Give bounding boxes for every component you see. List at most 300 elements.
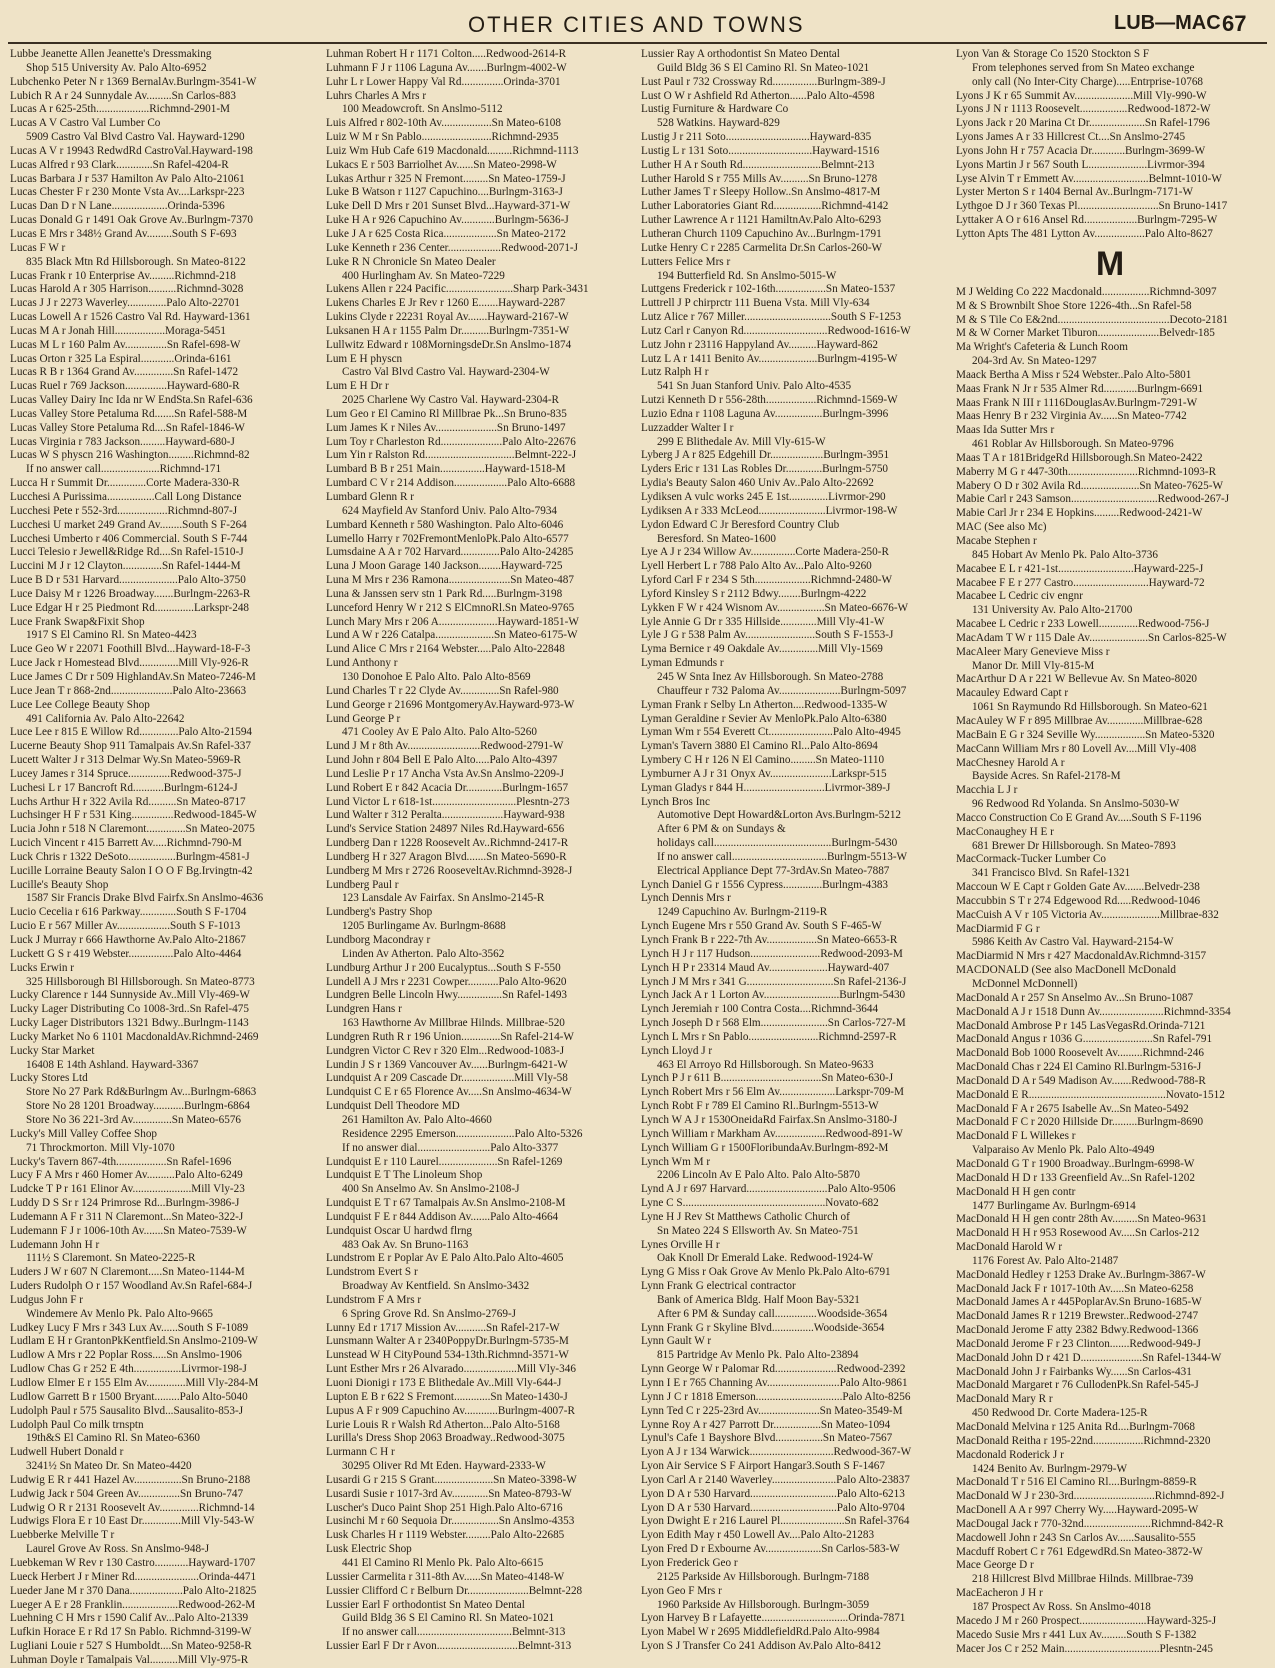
- listing-line: Ludemann A F r 311 N Claremont...Sn Mateo-322-J: [10, 1210, 244, 1223]
- listing-line: 341 Francisco Blvd. Sn Rafel-1321: [972, 867, 1131, 880]
- listing-line: Luna M Mrs r 236 Ramona......................Sn Mateo-487: [326, 574, 574, 587]
- listing-line: 96 Redwood Rd Yolanda. Sn Anslmo-5030-W: [972, 798, 1180, 811]
- listing-line: Ludemann John H r: [10, 1238, 100, 1251]
- listing-line: 1917 S El Camino Rl. Sn Mateo-4423: [26, 629, 197, 642]
- listing-line: Lunny Ed r 1717 Mission Av...........Sn Rafel-217-W: [326, 1321, 560, 1334]
- listing-line: Luna J Moon Garage 140 Jackson........Hayward-725: [326, 560, 563, 573]
- listing-line: M & W Corner Market Tiburon......................Belvedr-185: [956, 327, 1215, 340]
- listing-line: Lyon Air Service S F Airport Hangar3.South S F-1467: [641, 1460, 885, 1473]
- listing-line: Lynch Daniel G r 1556 Cypress..............Burlngm-4383: [641, 878, 889, 891]
- listing-line: Lyse Alvin T r Emmett Av...........................Belmnt-1010-W: [956, 172, 1222, 185]
- listing-line: Lusk Charles H r 1119 Webster.........Palo Alto-22685: [326, 1529, 565, 1542]
- listing-line: Lund Walter r 312 Peralta......................Hayward-938: [326, 809, 565, 822]
- listing-line: Lyell Herbert L r 788 Palo Alto Av...Palo Alto-9260: [641, 560, 872, 573]
- listing-line: Macabee F E r 277 Castro...........................Hayward-72: [956, 576, 1205, 589]
- listing-line: Maas Ida Sutter Mrs r: [956, 424, 1055, 437]
- listing-line: MacDiarmid F G r: [956, 922, 1040, 935]
- listing-line: Macauley Edward Capt r: [956, 687, 1069, 700]
- listing-line: Lynch L Mrs r Sn Pablo.........................Richmnd-2597-R: [641, 1030, 897, 1043]
- listing-line: Lucas Ruel r 769 Jackson...............Hayward-680-R: [10, 380, 240, 393]
- listing-line: Lussier Earl F Dr r Avon.............................Belmnt-313: [326, 1640, 572, 1653]
- page-title: OTHER CITIES AND TOWNS: [468, 12, 805, 37]
- listing-line: Luchsinger H F r 531 King...............Redwood-1845-W: [10, 809, 257, 822]
- listing-line: Lundquist E r 110 Laurel.....................Sn Rafel-1269: [326, 1155, 563, 1168]
- listing-line: Valparaiso Av Menlo Pk. Palo Alto-4949: [972, 1144, 1155, 1157]
- listing-line: Lumbard B B r 251 Main................Hayward-1518-M: [326, 463, 566, 476]
- listing-line: Luce Lee College Beauty Shop: [10, 698, 150, 711]
- listing-line: Lunsmann Walter A r 2340PoppyDr.Burlngm-5735-M: [326, 1335, 569, 1348]
- listing-line: Lyons Martin J r 567 South L.....................Livrmor-394: [956, 158, 1205, 171]
- listing-line: 681 Brewer Dr Hillsborough. Sn Mateo-7893: [972, 839, 1176, 852]
- listing-line: MacDonald Melvina r 125 Anita Rd....Burlngm-7068: [956, 1421, 1195, 1433]
- listing-line: Lucich Vincent r 415 Barrett Av.....Richmnd-790-M: [10, 837, 242, 850]
- listing-line: Lutke Henry C r 2285 Carmelita Dr.Sn Carlos-260-W: [641, 241, 883, 254]
- listing-line: MacDonald F A r 2675 Isabelle Av...Sn Mateo-5492: [956, 1102, 1189, 1115]
- listing-line: After 6 PM & on Sundays &: [657, 823, 786, 836]
- listing-line: 123 Lansdale Av Fairfax. Sn Anslmo-2145-R: [342, 892, 545, 905]
- listing-line: Lucas J J r 2273 Waverley..............Palo Alto-22701: [10, 297, 240, 310]
- listing-line: Sn Mateo 224 S Ellsworth Av. Sn Mateo-751: [657, 1224, 859, 1237]
- listing-line: Luhmann F J r 1106 Laguna Av.......Burlngm-4002-W: [326, 61, 567, 74]
- listing-line: Luther H A r South Rd............................Belmnt-213: [641, 158, 875, 171]
- listing-line: Lucas A V Castro Val Lumber Co: [10, 117, 161, 130]
- listing-line: Ludwell Hubert Donald r: [10, 1446, 124, 1459]
- listing-line: Lutheran Church 1109 Capuchino Av...Burlngm-1791: [641, 227, 882, 240]
- listing-line: Lucey James r 314 Spruce...............Redwood-375-J: [10, 767, 242, 780]
- listing-line: Lynne Roy A r 427 Parrott Dr.................Sn Mateo-1094: [641, 1418, 891, 1431]
- listing-line: Lyle Annie G Dr r 335 Hillside.............Mill Vly-41-W: [641, 615, 885, 628]
- listing-line: Lucas Valley Dairy Inc Ida nr W EndSta.Sn Rafel-636: [10, 394, 253, 407]
- listing-line: Guild Bldg 36 S El Camino Rl. Sn Mateo-1021: [342, 1612, 555, 1625]
- listing-line: Lussier Clifford C r Belburn Dr......................Belmnt-228: [326, 1584, 583, 1597]
- column-2: [326, 48, 634, 1653]
- listing-line: 1477 Burlingame Av. Burlngm-6914: [972, 1199, 1136, 1212]
- listing-line: Mabie Carl r 243 Samson...............................Redwood-267-J: [956, 493, 1230, 506]
- listing-line: Lundstrom Evert S r: [326, 1266, 418, 1279]
- listing-line: Luke J A r 625 Costa Rica...................Sn Mateo-2172: [326, 227, 566, 240]
- listing-line: Lyon D A r 530 Harvard...............................Palo Alto-6213: [641, 1487, 905, 1500]
- listing-line: Lucas A V r 19943 RedwdRd CastroVal.Hayward-198: [10, 144, 253, 157]
- listing-line: Luoni Dionigi r 173 E Blithedale Av..Mill Vly-644-J: [326, 1377, 562, 1389]
- listing-line: Castro Val Blvd Castro Val. Hayward-2304-W: [342, 366, 550, 379]
- listing-line: MacDonald H H gen contr: [956, 1185, 1076, 1198]
- listing-line: Lynch P J r 611 B....................................Sn Mateo-630-J: [641, 1072, 894, 1085]
- listing-line: Lucky Lager Distributing Co 1008-3rd..Sn Rafel-475: [10, 1003, 249, 1016]
- listing-line: Lykken F W r 424 Wisnom Av.................Sn Mateo-6676-W: [641, 601, 909, 614]
- listing-line: MACDONALD (See also MacDonell McDonald: [956, 964, 1176, 977]
- listing-line: Lufkin Horace E r Rd 17 Sn Pablo. Richmnd-3199-W: [10, 1626, 252, 1639]
- listing-line: Ludcke T P r 161 Elinor Av.....................Mill Vly-23: [10, 1183, 245, 1196]
- listing-line: Lucky Lager Distributors 1321 Bdwy..Burlngm-1143: [10, 1017, 249, 1030]
- listing-line: Lukins Clyde r 22231 Royal Av.......Hayward-2167-W: [326, 311, 569, 324]
- listing-line: Lucia John r 518 N Claremont..............Sn Mateo-2075: [10, 823, 255, 836]
- listing-line: Lyne H J Rev St Matthews Catholic Church of: [641, 1210, 850, 1223]
- listing-line: holidays call..........................................Burlngm-5430: [657, 837, 898, 850]
- listing-line: Lydia's Beauty Salon 460 Univ Av..Palo Alto-22692: [641, 477, 874, 490]
- listing-line: Lund Anthony r: [326, 657, 398, 670]
- listing-line: Lucas F W r: [10, 241, 66, 254]
- listing-line: Lyons Jack r 20 Marina Ct Dr....................Sn Rafel-1796: [956, 117, 1210, 130]
- listing-line: 463 El Arroyo Rd Hillsborough. Sn Mateo-9633: [657, 1058, 874, 1071]
- listing-line: Lydon Edward C Jr Beresford Country Club: [641, 518, 840, 531]
- listing-line: 19th&S El Camino Rl. Sn Mateo-6360: [26, 1432, 201, 1445]
- listing-line: Lynch Dennis Mrs r: [641, 892, 731, 905]
- listing-line: 204-3rd Av. Sn Mateo-1297: [972, 355, 1097, 368]
- listing-line: Lucas A r 625-25th...................Richmnd-2901-M: [10, 103, 231, 116]
- listing-line: 541 Sn Juan Stanford Univ. Palo Alto-4535: [657, 380, 852, 393]
- listing-line: Beresford. Sn Mateo-1600: [657, 532, 776, 545]
- listing-line: Laurel Grove Av Ross. Sn Anslmo-948-J: [26, 1543, 210, 1556]
- listing-line: Bayside Acres. Sn Rafel-2178-M: [972, 770, 1121, 783]
- listing-line: 5909 Castro Val Blvd Castro Val. Hayward-1290: [26, 131, 245, 144]
- listing-line: MacDonald A J r 1518 Dunn Av.......................Richmnd-3354: [956, 1005, 1231, 1018]
- listing-line: Store No 27 Park Rd&Burlngm Av...Burlngm-6863: [26, 1086, 257, 1099]
- listing-line: Maas Henry B r 232 Virginia Av......Sn Mateo-7742: [956, 410, 1187, 423]
- listing-line: Lyon Harvey B r Lafayette...............................Orinda-7871: [641, 1612, 906, 1625]
- listing-line: Ludlow Garrett B r 1500 Bryant.........Palo Alto-5040: [10, 1390, 248, 1403]
- listing-line: Lumello Harry r 702FremontMenloPk.Palo Alto-6577: [326, 532, 569, 545]
- listing-line: MacDonald Bob 1000 Roosevelt Av.........Richmnd-246: [956, 1047, 1204, 1060]
- listing-line: MacDonald Jerome F atty 2382 Bdwy.Redwood-1366: [956, 1324, 1199, 1337]
- listing-line: Ludwig E R r 441 Hazel Av.................Sn Bruno-2188: [10, 1473, 251, 1486]
- listing-line: MacDonell A A r 997 Cherry Wy.....Hayward-2095-W: [956, 1504, 1199, 1517]
- listing-line: M J Welding Co 222 Macdonald.................Richmnd-3097: [956, 285, 1217, 298]
- listing-line: 3241½ Sn Mateo Dr. Sn Mateo-4420: [26, 1460, 192, 1473]
- listing-line: Lunstead W H CityPound 534-13th.Richmnd-3571-W: [326, 1349, 569, 1362]
- listing-line: 400 Hurlingham Av. Sn Mateo-7229: [342, 269, 505, 282]
- listing-line: Lueger A E r 28 Franklin....................Redwood-262-M: [10, 1598, 256, 1611]
- listing-line: Lucas Dan D r N Lane....................Orinda-5396: [10, 200, 225, 213]
- listing-line: Ludlow A Mrs r 22 Poplar Ross.....Sn Anslmo-1906: [10, 1349, 242, 1362]
- listing-line: Lyons J K r 65 Summit Av.....................Mill Vly-990-W: [956, 89, 1207, 102]
- listing-line: Luke H A r 926 Capuchino Av............Burlngm-5636-J: [326, 214, 569, 227]
- listing-line: Luttgens Frederick r 102-16th..................Sn Mateo-1537: [641, 283, 896, 296]
- listing-line: Ludlow Chas G r 252 E 4th.................Livrmor-198-J: [10, 1363, 247, 1376]
- listing-line: Lum James K r Niles Av......................Sn Bruno-1497: [326, 421, 566, 434]
- listing-line: Lustig L r 131 Soto..............................Hayward-1516: [641, 144, 880, 157]
- listing-line: Luders Rudolph O r 157 Woodland Av.Sn Rafel-684-J: [10, 1280, 253, 1293]
- listing-line: Lynch William G r 1500FloribundaAv.Burlngm-892-M: [641, 1141, 889, 1154]
- listing-line: Lusk Electric Shop: [326, 1543, 412, 1556]
- listing-line: Lucille Lorraine Beauty Salon I O O F Bg.Irvingtn-42: [10, 864, 253, 877]
- listing-line: Lyman Edmunds r: [641, 657, 724, 670]
- listing-line: Lynn Ted C r 225-23rd Av......................Sn Mateo-3549-M: [641, 1404, 903, 1417]
- listing-line: Lurie Louis R r Walsh Rd Atherton...Palo Alto-5168: [326, 1418, 560, 1431]
- listing-line: Macer Jos C r 252 Main..................................Plesntn-245: [956, 1642, 1213, 1655]
- listing-line: Lyons John H r 757 Acacia Dr............Burlngm-3699-W: [956, 144, 1206, 157]
- listing-line: Lyon Fred D r Exbourne Av....................Sn Carlos-583-W: [641, 1543, 900, 1556]
- listing-line: Lukens Allen r 224 Pacific........................Sharp Park-3431: [326, 283, 589, 296]
- listing-line: Lucas Virginia r 783 Jackson.........Hayward-680-J: [10, 435, 235, 448]
- listing-line: Lundin J S r 1369 Vancouver Av......Burlngm-6421-W: [326, 1058, 568, 1071]
- listing-line: Lucy F A Mrs r 460 Homer Av..........Palo Alto-6249: [10, 1169, 243, 1182]
- listing-line: Lynch J M Mrs r 341 G...............................Sn Rafel-2136-J: [641, 975, 907, 988]
- listing-line: Luce Daisy M r 1226 Broadway.......Burlngm-2263-R: [10, 587, 251, 600]
- listing-line: Lucas E Mrs r 348½ Grand Av.........South S F-693: [10, 227, 237, 240]
- listing-line: Lyman Frank r Selby Ln Atherton....Redwood-1335-W: [641, 698, 888, 711]
- listing-line: Lyng G Miss r Oak Grove Av Menlo Pk.Palo Alto-6791: [641, 1266, 891, 1279]
- listing-line: Lyon A J r 134 Warwick..............................Redwood-367-W: [641, 1446, 912, 1459]
- listing-line: MacDonald H H gen contr 28th Av.........Sn Mateo-9631: [956, 1213, 1207, 1226]
- listing-line: Lusinchi M r 60 Sequoia Dr.................Sn Anslmo-4353: [326, 1515, 575, 1528]
- listing-line: Lucas Donald G r 1491 Oak Grove Av..Burlngm-7370: [10, 214, 253, 227]
- listing-line: MacDiarmid N Mrs r 427 MacdonaldAv.Richmnd-3157: [956, 950, 1207, 963]
- listing-line: Ma Wright's Cafeteria & Lunch Room: [956, 341, 1128, 354]
- listing-line: Lynch Wm M r: [641, 1155, 711, 1168]
- listing-line: Ludwig O R r 2131 Roosevelt Av..............Richmnd-14: [10, 1501, 255, 1514]
- listing-line: 245 W Snta Inez Av Hillsborough. Sn Mateo-2788: [657, 670, 884, 683]
- listing-line: Luiz W M r Sn Pablo.........................Richmnd-2935: [326, 131, 559, 144]
- listing-line: Lutz Alice r 767 Miller...............................South S F-1253: [641, 311, 902, 324]
- listing-line: Lynch Frank B r 222-7th Av..................Sn Mateo-6653-R: [641, 934, 898, 946]
- listing-line: MacDonald Hedley r 1253 Drake Av..Burlngm-3867-W: [956, 1268, 1206, 1281]
- listing-line: Lundborg Macondray r: [326, 934, 431, 946]
- listing-line: If no answer call..................................Belmnt-313: [342, 1626, 566, 1639]
- listing-line: Lynch Jack A r 1 Lorton Av...........................Burlngm-5430: [641, 989, 906, 1002]
- listing-line: Lynul's Cafe 1 Bayshore Blvd.................Sn Mateo-7567: [641, 1432, 893, 1445]
- listing-line: Lundquist C E r 65 Florence Av.....Sn Anslmo-4634-W: [326, 1086, 572, 1099]
- listing-line: Lyman's Tavern 3880 El Camino Rl...Palo Alto-8694: [641, 740, 878, 753]
- listing-line: Lynch Bros Inc: [641, 795, 710, 808]
- listing-line: MacAdam T W r 115 Dale Av.....................Sn Carlos-825-W: [956, 631, 1227, 644]
- listing-line: Lust O W r Ashfield Rd Atherton......Palo Alto-4598: [641, 89, 875, 102]
- listing-line: Shop 515 University Av. Palo Alto-6952: [26, 61, 207, 74]
- listing-line: Ludkey Lucy F Mrs r 343 Lux Av......South S F-1089: [10, 1321, 249, 1334]
- listing-line: MacDonald H H r 953 Rosewood Av.....Sn Carlos-212: [956, 1227, 1200, 1240]
- listing-line: Luce Geo W r 22071 Foothill Blvd...Hayward-18-F-3: [10, 643, 251, 656]
- listing-line: MacDonald James R r 1219 Brewster..Redwood-2747: [956, 1310, 1199, 1323]
- listing-line: Luddy D S Sr r 124 Primrose Rd...Burlngm-3986-J: [10, 1197, 240, 1210]
- listing-line: Lussier Carmelita r 311-8th Av......Sn Mateo-4148-W: [326, 1570, 565, 1583]
- listing-line: Lyders Eric r 131 Las Robles Dr.............Burlngm-5750: [641, 463, 889, 476]
- listing-line: Lundberg's Pastry Shop: [326, 906, 433, 919]
- listing-line: Luchesi L r 17 Bancroft Rd...........Burlngm-6124-J: [10, 781, 238, 794]
- listing-line: Lythgoe D J r 360 Texas Pl.............................Sn Bruno-1417: [956, 200, 1228, 213]
- listing-line: Lynch Robert Mrs r 56 Elm Av....................Larkspr-709-M: [641, 1086, 904, 1099]
- listing-line: Store No 28 1201 Broadway...........Burlngm-6864: [26, 1100, 250, 1113]
- listing-line: Lucky Stores Ltd: [10, 1072, 88, 1085]
- listing-line: Lymbery C H r 126 N El Camino.........Sn Mateo-1110: [641, 754, 885, 767]
- listing-line: Lundburg Arthur J r 200 Eucalyptus...South S F-550: [326, 961, 561, 974]
- listing-line: Maberry M G r 447-30th.........................Richmnd-1093-R: [956, 465, 1217, 478]
- listing-line: Lye A J r 234 Willow Av................Corte Madera-250-R: [641, 546, 889, 559]
- listing-line: Lustig Furniture & Hardware Co: [641, 103, 789, 116]
- listing-line: MacCann William Mrs r 80 Lovell Av....Mill Vly-408: [956, 742, 1197, 755]
- listing-line: Lyberg J A r 825 Edgehill Dr...................Burlngm-3951: [641, 449, 890, 462]
- listing-line: 5986 Keith Av Castro Val. Hayward-2154-W: [972, 936, 1174, 949]
- listing-line: Lucett Walter J r 313 Delmar Wy.Sn Mateo-5969-R: [10, 754, 241, 767]
- listing-line: MacDonald John D r 421 D......................Sn Rafel-1344-W: [956, 1351, 1222, 1364]
- listing-line: Luccini M J r 12 Clayton..............Sn Rafel-1444-M: [10, 560, 241, 573]
- listing-line: MacEacheron J H r: [956, 1587, 1043, 1600]
- listing-line: Lucas Chester F r 230 Monte Vsta Av....Larkspr-223: [10, 186, 245, 199]
- listing-line: Lutters Felice Mrs r: [641, 255, 731, 268]
- listing-line: Luce Jack r Homestead Blvd..............Mill Vly-926-R: [10, 657, 249, 670]
- listing-line: Lucas M A r Jonah Hill..................Moraga-5451: [10, 324, 226, 337]
- listing-line: Lyford Carl F r 234 S 5th....................Richmnd-2480-W: [641, 574, 893, 587]
- listing-line: 400 Sn Anselmo Av. Sn Anslmo-2108-J: [342, 1183, 520, 1196]
- listing-line: Lynch W A J r 1530OneidaRd Fairfax.Sn Anslmo-3180-J: [641, 1113, 898, 1126]
- listing-line: MacConaughey H E r: [956, 825, 1054, 838]
- listing-line: Lynch Robt F r 789 El Camino Rl..Burlngm-5513-W: [641, 1100, 879, 1113]
- listing-line: Lucas Frank r 10 Enterprise Av.........Richmnd-218: [10, 269, 236, 282]
- listing-line: Luck J Murray r 666 Hawthorne Av.Palo Alto-21867: [10, 934, 246, 946]
- listing-line: Lyon S J Transfer Co 241 Addison Av.Palo Alto-8412: [641, 1640, 881, 1653]
- listing-line: Lugliani Louie r 527 S Humboldt....Sn Mateo-9258-R: [10, 1640, 252, 1653]
- column-4: [956, 48, 1264, 1655]
- listing-line: Ludgus John F r: [10, 1293, 84, 1306]
- listing-line: Lubbe Jeanette Allen Jeanette's Dressmaking: [10, 48, 212, 60]
- listing-line: Store No 36 221-3rd Av..............Sn Mateo-6576: [26, 1113, 242, 1126]
- listing-line: MacDonald Chas r 224 El Camino Rl.Burlngm-5316-J: [956, 1061, 1202, 1074]
- listing-line: MacDonald T r 516 El Camino Rl....Burlngm-8859-R: [956, 1476, 1197, 1489]
- listing-line: Luis Alfred r 802-10th Av..................Sn Mateo-6108: [326, 117, 561, 130]
- listing-line: 261 Hamilton Av. Palo Alto-4660: [342, 1113, 492, 1126]
- listing-line: Lundstrom E r Poplar Av E Palo Alto.Palo Alto-4605: [326, 1252, 564, 1265]
- listing-line: Luebkeman W Rev r 130 Castro............Hayward-1707: [10, 1556, 256, 1569]
- listing-line: Lucas Valley Store Petaluma Rd.......Sn Rafel-588-M: [10, 407, 248, 420]
- listing-line: Lueck Herbert J r Miner Rd.......................Orinda-4471: [10, 1570, 257, 1583]
- listing-line: Lucks Erwin r: [10, 961, 75, 974]
- listing-line: Mabie Carl Jr r 234 E Hopkins.........Redwood-2421-W: [956, 507, 1203, 520]
- listing-line: Lytton Apts The 481 Lytton Av..................Palo Alto-8627: [956, 227, 1213, 240]
- listing-line: 461 Roblar Av Hillsborough. Sn Mateo-9796: [972, 438, 1174, 451]
- listing-line: Lucas Barbara J r 537 Hamilton Av Palo Alto-21061: [10, 172, 245, 185]
- listing-line: Luke R N Chronicle Sn Mateo Dealer: [326, 255, 496, 268]
- listing-line: Lynch Joseph D r 568 Elm........................Sn Carlos-727-M: [641, 1017, 906, 1030]
- listing-line: Lyon Van & Storage Co 1520 Stockton S F: [956, 48, 1150, 60]
- listing-line: Ludlow Elmer E r 155 Elm Av..............Mill Vly-284-M: [10, 1377, 259, 1389]
- listing-line: Ludlam E H r GrantonPkKentfield.Sn Anslmo-2109-W: [10, 1335, 258, 1348]
- listing-line: Lundquist Oscar U hardwd flrng: [326, 1224, 473, 1237]
- listing-line: Lynch William r Markham Av..................Redwood-891-W: [641, 1127, 903, 1140]
- listing-line: Luke Dell D Mrs r 201 Sunset Blvd...Hayward-371-W: [326, 200, 571, 213]
- listing-line: Luebberke Melville T r: [10, 1529, 115, 1542]
- listing-line: Lundgren Hans r: [326, 1003, 402, 1016]
- listing-line: Lynn J C r 1818 Emerson...............................Palo Alto-8256: [641, 1390, 911, 1403]
- listing-line: MacDonald E R.................................................Novato-1512: [956, 1088, 1225, 1101]
- listing-line: Maccubbin S T r 274 Edgewood Rd.....Redwood-1046: [956, 894, 1201, 907]
- listing-line: Macabee L Cedric r 233 Lowell..............Redwood-756-J: [956, 618, 1210, 631]
- listing-line: Lubchenko Peter N r 1369 BernalAv.Burlngm-3541-W: [10, 75, 257, 88]
- listing-line: Lydiksen A vulc works 245 E 1st..............Livrmor-290: [641, 491, 886, 503]
- listing-line: 1587 Sir Francis Drake Blvd Fairfx.Sn Anslmo-4636: [26, 892, 264, 905]
- listing-line: Lydiksen A r 333 McLeod........................Livrmor-198-W: [641, 504, 898, 517]
- listing-line: Lyma Bernice r 49 Oakdale Av..............Mill Vly-1569: [641, 643, 883, 656]
- listing-line: MacDonald Ambrose P r 145 LasVegasRd.Orinda-7121: [956, 1019, 1206, 1032]
- listing-line: Lund John r 804 Bell E Palo Alto.....Palo Alto-4397: [326, 754, 558, 767]
- listing-line: Maas T A r 181BridgeRd Hillsborough.Sn Mateo-2422: [956, 451, 1203, 464]
- listing-line: Lussier Earl F orthodontist Sn Mateo Dental: [326, 1598, 525, 1611]
- listing-line: 163 Hawthorne Av Millbrae Hilnds. Millbrae-520: [342, 1017, 565, 1030]
- listing-line: Lyford Kinsley S r 2112 Bdwy........Burlngm-4222: [641, 587, 867, 600]
- listing-line: Ludwig Jack r 504 Green Av...............Sn Bruno-747: [10, 1487, 244, 1500]
- listing-line: Macdonald Roderick J r: [956, 1448, 1064, 1461]
- listing-line: Lundquist Dell Theodore MD: [326, 1100, 460, 1113]
- listing-line: Luttrell J P chirprctr 111 Buena Vsta. Mill Vly-634: [641, 297, 870, 310]
- listing-line: Lynn George W r Palomar Rd......................Redwood-2392: [641, 1363, 906, 1376]
- listing-line: Guild Bldg 36 S El Camino Rl. Sn Mateo-1021: [657, 61, 870, 74]
- listing-line: MacAuley W F r 895 Millbrae Av.............Millbrae-628: [956, 714, 1203, 727]
- listing-line: Lucci Telesio r Jewell&Ridge Rd....Sn Rafel-1510-J: [10, 546, 244, 559]
- listing-line: Luna & Janssen serv stn 1 Park Rd.....Burlngm-3198: [326, 587, 563, 600]
- listing-line: MacDonald Harold W r: [956, 1241, 1063, 1254]
- listing-line: Lucas W S physcn 216 Washington.........Richmnd-82: [10, 449, 250, 462]
- listing-line: MacBain E G r 324 Seville Wy..................Sn Mateo-5320: [956, 728, 1215, 741]
- listing-line: Luders J W r 607 N Claremont.....Sn Mateo-1144-M: [10, 1266, 245, 1279]
- listing-line: Ludolph Paul Co milk trnsptn: [10, 1418, 144, 1431]
- listing-line: Lyttaker A O r 616 Ansel Rd...................Burlngm-7295-W: [956, 214, 1218, 227]
- listing-line: Lunceford Henry W r 212 S ElCmnoRl.Sn Mateo-9765: [326, 601, 575, 614]
- listing-line: Macdowell John r 243 Sn Carlos Av......Sausalito-555: [956, 1531, 1196, 1544]
- listing-line: Macabee L Cedric civ engnr: [956, 590, 1083, 603]
- listing-line: Lutz L A r 1411 Benito Av.....................Burlngm-4195-W: [641, 352, 898, 365]
- listing-line: Lucerne Beauty Shop 911 Tamalpais Av.Sn Rafel-337: [10, 740, 251, 753]
- listing-line: Luce B D r 531 Harvard.....................Palo Alto-3750: [10, 574, 246, 587]
- listing-line: Lundstrom F A Mrs r: [326, 1293, 422, 1306]
- listing-line: Lurilla's Dress Shop 2063 Broadway..Redwood-3075: [326, 1432, 565, 1445]
- listing-line: 845 Hobart Av Menlo Pk. Palo Alto-3736: [972, 548, 1158, 561]
- listing-line: Lucky's Mill Valley Coffee Shop: [10, 1127, 158, 1140]
- listing-line: Lund George r 21696 MontgomeryAv.Hayward-973-W: [326, 698, 575, 711]
- listing-line: Maas Frank N Jr r 535 Almer Rd............Burlngm-6691: [956, 382, 1204, 395]
- column-3: [641, 48, 949, 1653]
- listing-line: Lundberg Dan r 1228 Roosevelt Av..Richmnd-2417-R: [326, 837, 569, 850]
- listing-line: Lutz Ralph H r: [641, 366, 709, 379]
- listing-line: only call (No Inter-City Charge).....Entrprise-10768: [972, 75, 1204, 88]
- listing-line: Bank of America Bldg. Half Moon Bay-5321: [657, 1293, 860, 1306]
- listing-line: 471 Cooley Av E Palo Alto. Palo Alto-5260: [342, 726, 537, 739]
- section-letter: M: [1095, 244, 1125, 283]
- listing-line: Lueder Jane M r 370 Dana...................Palo Alto-21825: [10, 1584, 257, 1597]
- listing-line: Residence 2295 Emerson.....................Palo Alto-5326: [342, 1127, 583, 1140]
- listing-line: MacDonald Reitha r 195-22nd..................Richmnd-2320: [956, 1434, 1211, 1447]
- listing-line: Lutz Carl r Canyon Rd..............................Redwood-1616-W: [641, 324, 911, 337]
- listing-line: Lumbard Kenneth r 580 Washington. Palo Alto-6046: [326, 518, 564, 531]
- listing-line: MacDonald Angus r 1036 G.........................Sn Rafel-791: [956, 1033, 1213, 1046]
- listing-line: M & S Brownbilt Shoe Store 1226-4th...Sn Rafel-58: [956, 299, 1192, 312]
- listing-line: Luce Lee r 815 E Willow Rd..............Palo Alto-21594: [10, 726, 253, 739]
- page-header: [0, 8, 1275, 42]
- listing-line: Lyon Dwight E r 216 Laurel Pl.......................Sn Rafel-3764: [641, 1515, 910, 1528]
- listing-line: Lynes Orville H r: [641, 1238, 720, 1251]
- listing-line: Luhr L r Lower Happy Val Rd...............Orinda-3701: [326, 75, 561, 88]
- listing-line: Lund Alice C Mrs r 2164 Webster.....Palo Alto-22848: [326, 643, 565, 656]
- listing-line: Lynch H J r 117 Hudson.........................Redwood-2093-M: [641, 947, 903, 960]
- listing-line: Lucas M L r 160 Palm Av...............Sn Rafel-698-W: [10, 338, 241, 351]
- listing-line: Lucas Lowell A r 1526 Castro Val Rd. Hayward-1361: [10, 311, 251, 324]
- listing-line: Luscher's Duco Paint Shop 251 High.Palo Alto-6716: [326, 1501, 563, 1514]
- listing-line: Lynn I E r 765 Channing Av..........................Palo Alto-9861: [641, 1377, 908, 1389]
- listing-line: Lumbard Glenn R r: [326, 491, 414, 503]
- listing-line: 441 El Camino Rl Menlo Pk. Palo Alto-6615: [342, 1556, 544, 1569]
- listing-line: Lutz John r 23116 Happyland Av..........Hayward-862: [641, 338, 878, 351]
- listing-line: Lynd A J r 697 Harvard.............................Palo Alto-9506: [641, 1183, 896, 1196]
- listing-line: 16408 E 14th Ashland. Hayward-3367: [26, 1058, 199, 1071]
- listing-line: 130 Donohoe E Palo Alto. Palo Alto-8569: [342, 670, 531, 683]
- listing-line: Lum Yin r Ralston Rd................................Belmnt-222-J: [326, 449, 577, 462]
- page-number: 67: [1222, 11, 1247, 36]
- listing-line: Ludwigs Flora E r 10 East Dr..............Mill Vly-543-W: [10, 1515, 255, 1528]
- listing-line: Luehning C H Mrs r 1590 Calif Av...Palo Alto-21339: [10, 1612, 249, 1625]
- listing-line: Luhrs Charles A Mrs r: [326, 89, 427, 102]
- listing-line: After 6 PM & Sunday call...............Woodside-3654: [657, 1307, 888, 1320]
- listing-line: Luke Kenneth r 236 Center...................Redwood-2071-J: [326, 241, 578, 254]
- listing-line: Lundell A J Mrs r 2231 Cowper...........Palo Alto-9620: [326, 975, 567, 988]
- listing-line: Lucas R B r 1364 Grand Av..............Sn Rafel-1472: [10, 366, 239, 379]
- listing-line: Lyon Frederick Geo r: [641, 1556, 738, 1569]
- listing-line: MacDonald Margaret r 76 CullodenPk.Sn Rafel-545-J: [956, 1379, 1199, 1392]
